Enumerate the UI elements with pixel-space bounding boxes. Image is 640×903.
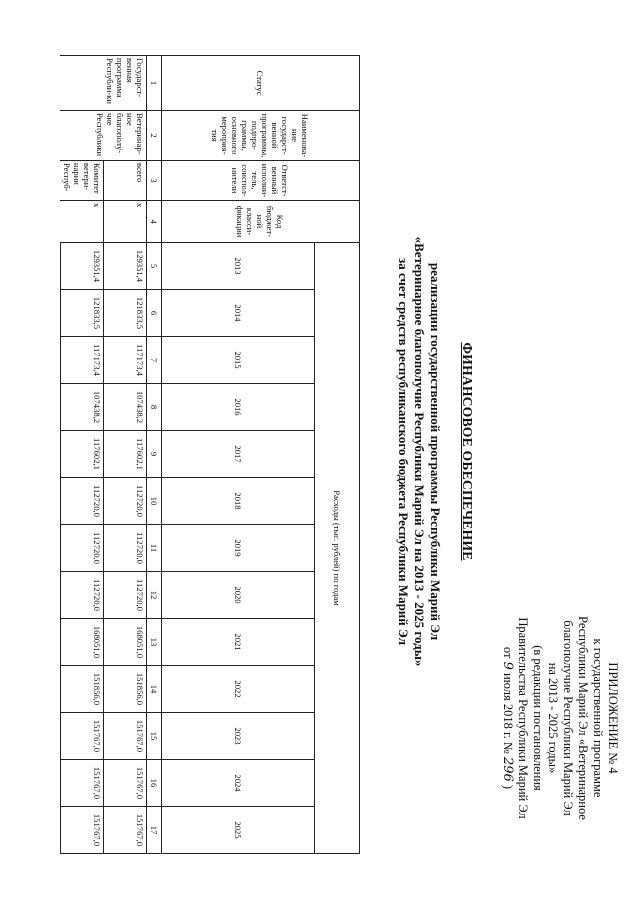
document-title-block bbox=[395, 0, 475, 903]
title-line: за счет средств республиканского бюджета Республики Марий Эл bbox=[396, 258, 411, 645]
appendix-title: ПРИЛОЖЕНИЕ № 4 bbox=[606, 662, 620, 774]
year-header-cell: 2021 bbox=[162, 619, 315, 666]
value-cell: 112720,0 bbox=[61, 572, 104, 619]
year-header-cell: 2020 bbox=[162, 572, 315, 619]
column-number-cell: 10 bbox=[147, 478, 162, 525]
column-number-cell: 16 bbox=[147, 760, 162, 807]
row-executor-committee: Комитет ветери-нарии Респуб- bbox=[61, 161, 104, 201]
appendix-line: к государственной программе bbox=[591, 638, 605, 798]
value-cell: 112720,0 bbox=[104, 478, 147, 525]
header-name: Наименова-ние государст-венной программы, подпро-граммы, основного мероприя-тия bbox=[162, 111, 360, 161]
header-status: Статус bbox=[162, 56, 360, 111]
column-number-cell: 7 bbox=[147, 337, 162, 384]
value-cell: 168051,0 bbox=[61, 619, 104, 666]
year-header-cell: 2013 bbox=[162, 243, 315, 290]
date-mid: июля 2018 г. № bbox=[501, 672, 515, 754]
column-number-cell: 3 bbox=[147, 161, 162, 201]
year-header-cell: 2024 bbox=[162, 760, 315, 807]
value-cell: 129351,4 bbox=[61, 243, 104, 290]
title-line: «Ветеринарное благополучие Республики Марий Эл на 2013 - 2025 годы» bbox=[412, 236, 427, 667]
column-number-cell: 6 bbox=[147, 290, 162, 337]
value-cell: 151856,0 bbox=[104, 666, 147, 713]
header-expenses: Расходы (тыс. рублей) по годам bbox=[315, 243, 360, 854]
appendix-line: благополучие Республики Марий Эл bbox=[561, 620, 575, 816]
value-cell: 107438,2 bbox=[104, 384, 147, 431]
table-header-row bbox=[315, 56, 360, 854]
column-number-cell: 14 bbox=[147, 666, 162, 713]
table-row bbox=[61, 56, 104, 854]
appendix-date-line bbox=[500, 573, 515, 863]
column-number-cell: 17 bbox=[147, 807, 162, 854]
row-code-committee: x bbox=[61, 201, 104, 243]
value-cell: 112720,0 bbox=[104, 525, 147, 572]
column-number-cell: 9 bbox=[147, 431, 162, 478]
value-cell: 151767,0 bbox=[61, 807, 104, 854]
date-prefix: от bbox=[501, 646, 515, 659]
year-header-cell: 2022 bbox=[162, 666, 315, 713]
value-cell: 168051,0 bbox=[104, 619, 147, 666]
column-number-cell: 4 bbox=[147, 201, 162, 243]
year-header-cell: 2015 bbox=[162, 337, 315, 384]
value-cell: 121833,5 bbox=[61, 290, 104, 337]
appendix-line: (в редакции постановления bbox=[531, 645, 545, 791]
value-cell: 117602,1 bbox=[104, 431, 147, 478]
value-cell: 117602,1 bbox=[61, 431, 104, 478]
column-number-cell: 12 bbox=[147, 572, 162, 619]
column-number-cell: 11 bbox=[147, 525, 162, 572]
value-cell: 151767,0 bbox=[104, 760, 147, 807]
year-header-cell: 2019 bbox=[162, 525, 315, 572]
date-day-handwritten: 9 bbox=[500, 661, 515, 670]
value-cell: 117173,4 bbox=[61, 337, 104, 384]
column-number-cell: 2 bbox=[147, 111, 162, 161]
value-cell: 151767,0 bbox=[61, 713, 104, 760]
value-cell: 112720,0 bbox=[61, 525, 104, 572]
row-code-total: x bbox=[104, 201, 147, 243]
value-cell: 112720,0 bbox=[61, 478, 104, 525]
value-cell: 112720,0 bbox=[104, 572, 147, 619]
row-executor-total: всего bbox=[104, 161, 147, 201]
header-code: Код бюджет-ной класси-фикации bbox=[162, 201, 360, 243]
column-number-cell: 15 bbox=[147, 713, 162, 760]
year-header-cell: 2018 bbox=[162, 478, 315, 525]
date-number-handwritten: 296 bbox=[500, 756, 515, 782]
year-header-cell: 2023 bbox=[162, 713, 315, 760]
column-number-cell: 5 bbox=[147, 243, 162, 290]
appendix-block bbox=[500, 573, 620, 863]
column-number-cell: 1 bbox=[147, 56, 162, 111]
appendix-line: Правительства Республики Марий Эл bbox=[516, 617, 530, 819]
value-cell: 129351,4 bbox=[104, 243, 147, 290]
value-cell: 151856,0 bbox=[61, 666, 104, 713]
document-title: ФИНАНСОВОЕ ОБЕСПЕЧЕНИЕ bbox=[460, 342, 475, 561]
value-cell: 151767,0 bbox=[61, 760, 104, 807]
table-column-numbers-row bbox=[147, 56, 162, 854]
date-suffix: ) bbox=[501, 784, 515, 790]
financing-table bbox=[60, 55, 360, 854]
year-header-cell: 2016 bbox=[162, 384, 315, 431]
value-cell: 107438,2 bbox=[61, 384, 104, 431]
column-number-cell: 8 bbox=[147, 384, 162, 431]
value-cell: 151767,0 bbox=[104, 713, 147, 760]
appendix-line: Республики Марий Эл «Ветеринарное bbox=[576, 616, 590, 820]
row-name: Ветеринар-ное благополу-чие Республики bbox=[61, 111, 147, 161]
header-executor: Ответст-венный исполни-тель, соиспол-нители bbox=[162, 161, 360, 201]
value-cell: 121833,5 bbox=[104, 290, 147, 337]
appendix-line: на 2013 - 2025 годы» bbox=[546, 662, 560, 774]
table-row bbox=[104, 56, 147, 854]
year-header-cell: 2025 bbox=[162, 807, 315, 854]
column-number-cell: 13 bbox=[147, 619, 162, 666]
row-status: Государст-венная программа Республи-ки bbox=[61, 56, 147, 111]
year-header-cell: 2017 bbox=[162, 431, 315, 478]
value-cell: 151767,0 bbox=[104, 807, 147, 854]
value-cell: 117173,4 bbox=[104, 337, 147, 384]
title-line: реализации государственной программы Республики Марий Эл bbox=[428, 262, 443, 641]
year-header-cell: 2014 bbox=[162, 290, 315, 337]
